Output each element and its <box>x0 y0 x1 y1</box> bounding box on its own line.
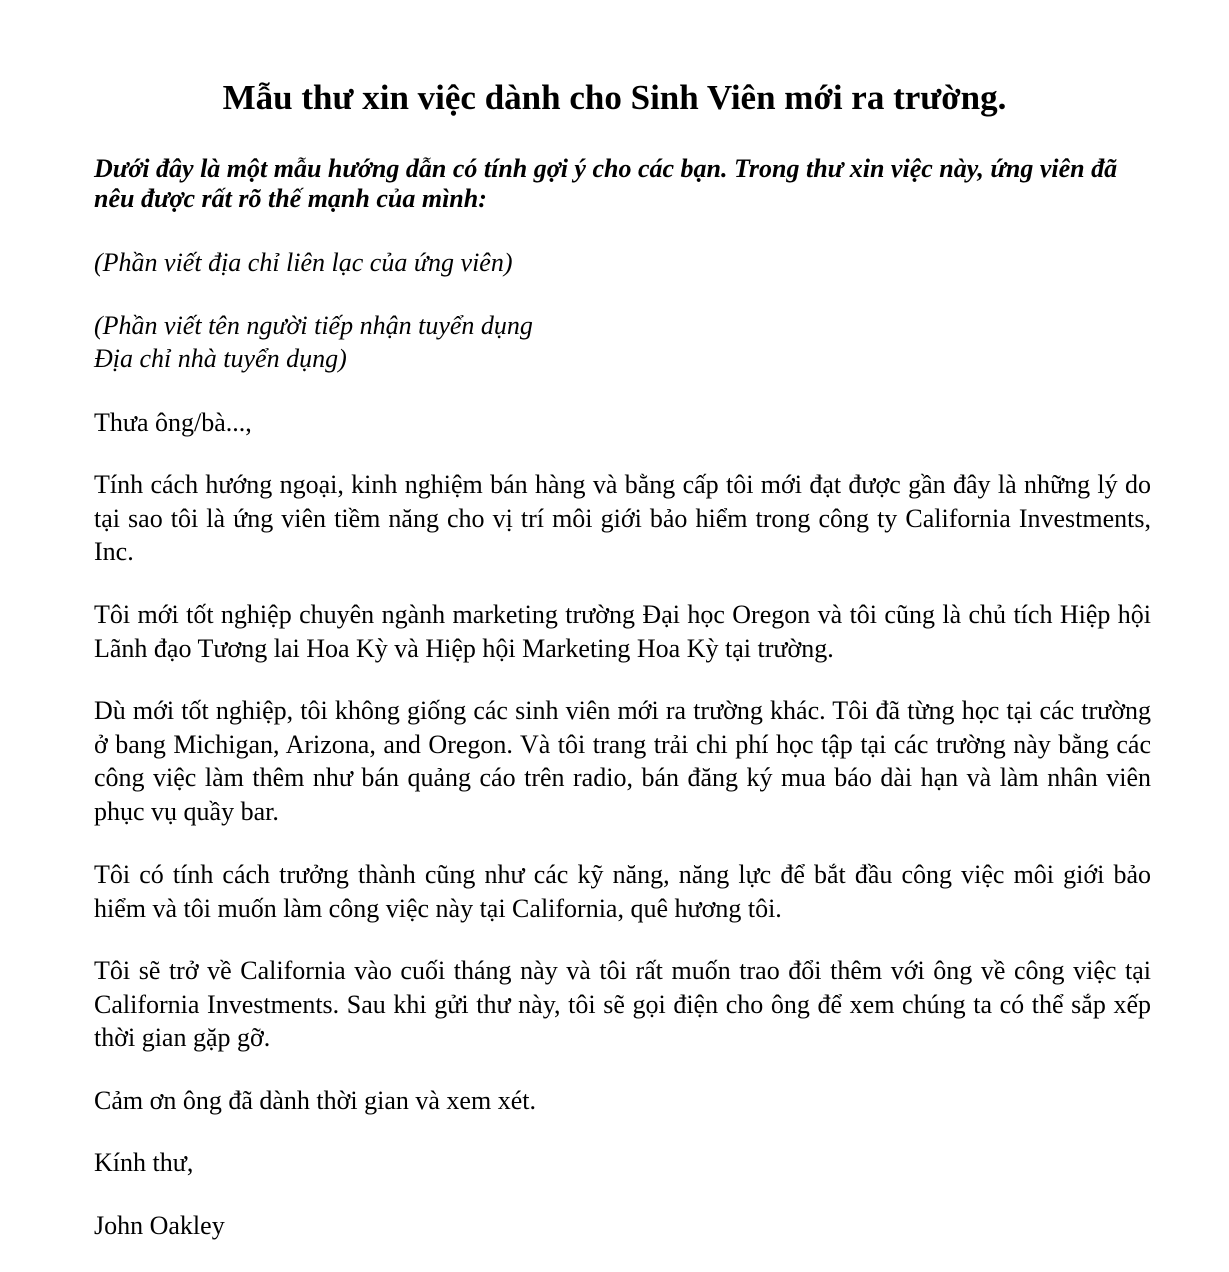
intro-paragraph: Dưới đây là một mẫu hướng dẫn có tính gợi ý cho các bạn. Trong thư xin việc này, ứng viên đã nêu được rất rõ thế mạnh của mình: <box>94 154 1118 213</box>
body-paragraph-3: Dù mới tốt nghiệp, tôi không giống các sinh viên mới ra trường khác. Tôi đã từng học tại các trường ở bang Michigan, Arizona, and Oregon. Và tôi trang trải chi phí học tập tại các trường này bằng các công việc làm thêm như bán quảng cáo trên radio, bán đăng ký mua báo dài hạn và làm nhân viên phục vụ quầy bar. <box>94 696 1151 826</box>
document-title: Mẫu thư xin việc dành cho Sinh Viên mới ra trường. <box>222 78 1007 117</box>
closing-line: Kính thư, <box>94 1148 194 1177</box>
salutation: Thưa ông/bà..., <box>94 408 252 437</box>
body-paragraph-1: Tính cách hướng ngoại, kinh nghiệm bán hàng và bằng cấp tôi mới đạt được gần đây là những lý do tại sao tôi là ứng viên tiềm năng cho vị trí môi giới bảo hiểm trong công ty California Investments, Inc. <box>94 470 1151 567</box>
body-paragraph-4: Tôi có tính cách trưởng thành cũng như các kỹ năng, năng lực để bắt đầu công việc môi giới bảo hiểm và tôi muốn làm công việc này tại California, quê hương tôi. <box>94 860 1151 923</box>
recipient-address-placeholder: Địa chỉ nhà tuyển dụng) <box>94 344 347 373</box>
recipient-name-placeholder: (Phần viết tên người tiếp nhận tuyển dụng <box>94 311 533 340</box>
sender-address-placeholder: (Phần viết địa chỉ liên lạc của ứng viên) <box>94 248 513 277</box>
body-paragraph-5: Tôi sẽ trở về California vào cuối tháng này và tôi rất muốn trao đổi thêm với ông về công việc tại California Investments. Sau khi gửi thư này, tôi sẽ gọi điện cho ông để xem chúng ta có thể sắp xếp thời gian gặp gỡ. <box>94 956 1151 1053</box>
body-paragraph-2: Tôi mới tốt nghiệp chuyên ngành marketing trường Đại học Oregon và tôi cũng là chủ tích Hiệp hội Lãnh đạo Tương lai Hoa Kỳ và Hiệp hội Marketing Hoa Kỳ tại trường. <box>94 600 1151 663</box>
signature: John Oakley <box>94 1211 225 1240</box>
thanks-line: Cảm ơn ông đã dành thời gian và xem xét. <box>94 1086 536 1115</box>
